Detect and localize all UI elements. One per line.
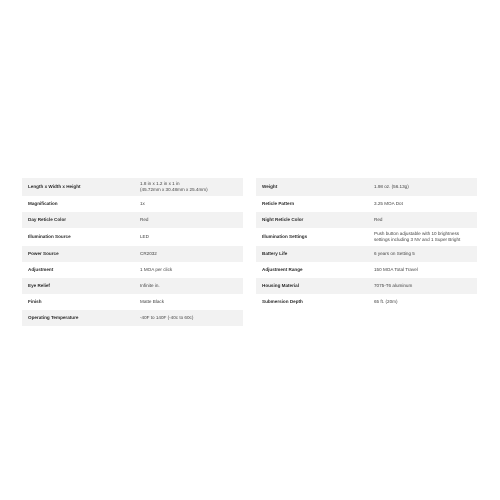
spec-value-line: 1.8 in x 1.2 in x 1 in <box>140 181 180 187</box>
spec-label: Adjustment <box>28 267 54 273</box>
spec-value <box>138 196 243 212</box>
spec-row <box>256 278 477 294</box>
spec-label: Illumination Settings <box>262 234 308 240</box>
spec-value-line: 150 MOA Total Travel <box>374 267 418 273</box>
spec-value <box>372 294 477 310</box>
spec-row <box>22 228 243 246</box>
spec-value <box>138 246 243 262</box>
spec-value <box>372 178 477 196</box>
spec-label: Length x Width x Height <box>28 184 81 190</box>
spec-row <box>256 246 477 262</box>
spec-label: Eye Relief <box>28 283 50 289</box>
spec-value-line: (45.72mm x 30.48mm x 25.4mm) <box>140 187 208 192</box>
spec-label: Adjustment Range <box>262 267 303 273</box>
spec-label: Battery Life <box>262 251 288 257</box>
spec-label: Day Reticle Color <box>28 217 67 223</box>
spec-label: Reticle Pattern <box>262 201 295 207</box>
spec-value <box>372 262 477 278</box>
spec-table-right <box>256 178 477 310</box>
spec-value <box>138 178 243 196</box>
spec-value-line: CR2032 <box>140 251 157 257</box>
spec-value-line: Matte Black <box>140 299 164 305</box>
spec-value-line: 1.98 oz. (56.13g) <box>374 184 409 190</box>
spec-value-line: 7075-T6 aluminum <box>374 283 413 289</box>
spec-row <box>22 278 243 294</box>
spec-value-line: Infinite in. <box>140 283 160 289</box>
spec-row <box>256 212 477 228</box>
spec-value-line: 1x <box>140 201 145 207</box>
spec-label: Power Source <box>28 251 59 257</box>
spec-table-left <box>22 178 243 326</box>
spec-row <box>256 262 477 278</box>
spec-value <box>372 196 477 212</box>
spec-label: Weight <box>262 184 278 190</box>
spec-label: Illumination Source <box>28 234 71 240</box>
spec-label: Housing Material <box>262 283 300 289</box>
spec-value-line: 6 years on Setting 5 <box>374 251 415 257</box>
spec-row <box>256 294 477 310</box>
spec-row <box>22 310 243 326</box>
spec-label: Finish <box>28 299 42 305</box>
spec-row <box>256 196 477 212</box>
spec-value <box>138 262 243 278</box>
spec-value <box>138 294 243 310</box>
spec-label: Submersion Depth <box>262 299 303 305</box>
spec-value <box>138 310 243 326</box>
spec-value <box>138 212 243 228</box>
spec-value <box>372 278 477 294</box>
spec-row <box>22 178 243 196</box>
spec-value-line: Red <box>374 217 383 223</box>
spec-row <box>22 246 243 262</box>
spec-row <box>22 294 243 310</box>
spec-value <box>372 228 477 246</box>
spec-value <box>372 212 477 228</box>
spec-value <box>138 228 243 246</box>
spec-row <box>22 212 243 228</box>
spec-value <box>138 278 243 294</box>
spec-value <box>372 246 477 262</box>
spec-label: Operating Temperature <box>28 315 79 321</box>
spec-label: Magnification <box>28 201 58 207</box>
spec-value-line: Red <box>140 217 149 223</box>
spec-value-line: -40F to 140F (-40c to 60c) <box>140 315 194 321</box>
spec-value-line: 65 ft. (20m) <box>374 299 398 305</box>
spec-row <box>256 228 477 246</box>
spec-row <box>256 178 477 196</box>
spec-label: Night Reticle Color <box>262 217 304 223</box>
spec-value-line: LED <box>140 234 149 240</box>
spec-row <box>22 262 243 278</box>
spec-value-line: 3.25 MOA Dot <box>374 201 403 207</box>
spec-value-line: settings including 3 NV and 1 Super Bright <box>374 237 461 242</box>
spec-row <box>22 196 243 212</box>
spec-value-line: 1 MOA per click <box>140 267 173 273</box>
spec-value-line: Push button adjustable with 10 brightness <box>374 231 460 237</box>
